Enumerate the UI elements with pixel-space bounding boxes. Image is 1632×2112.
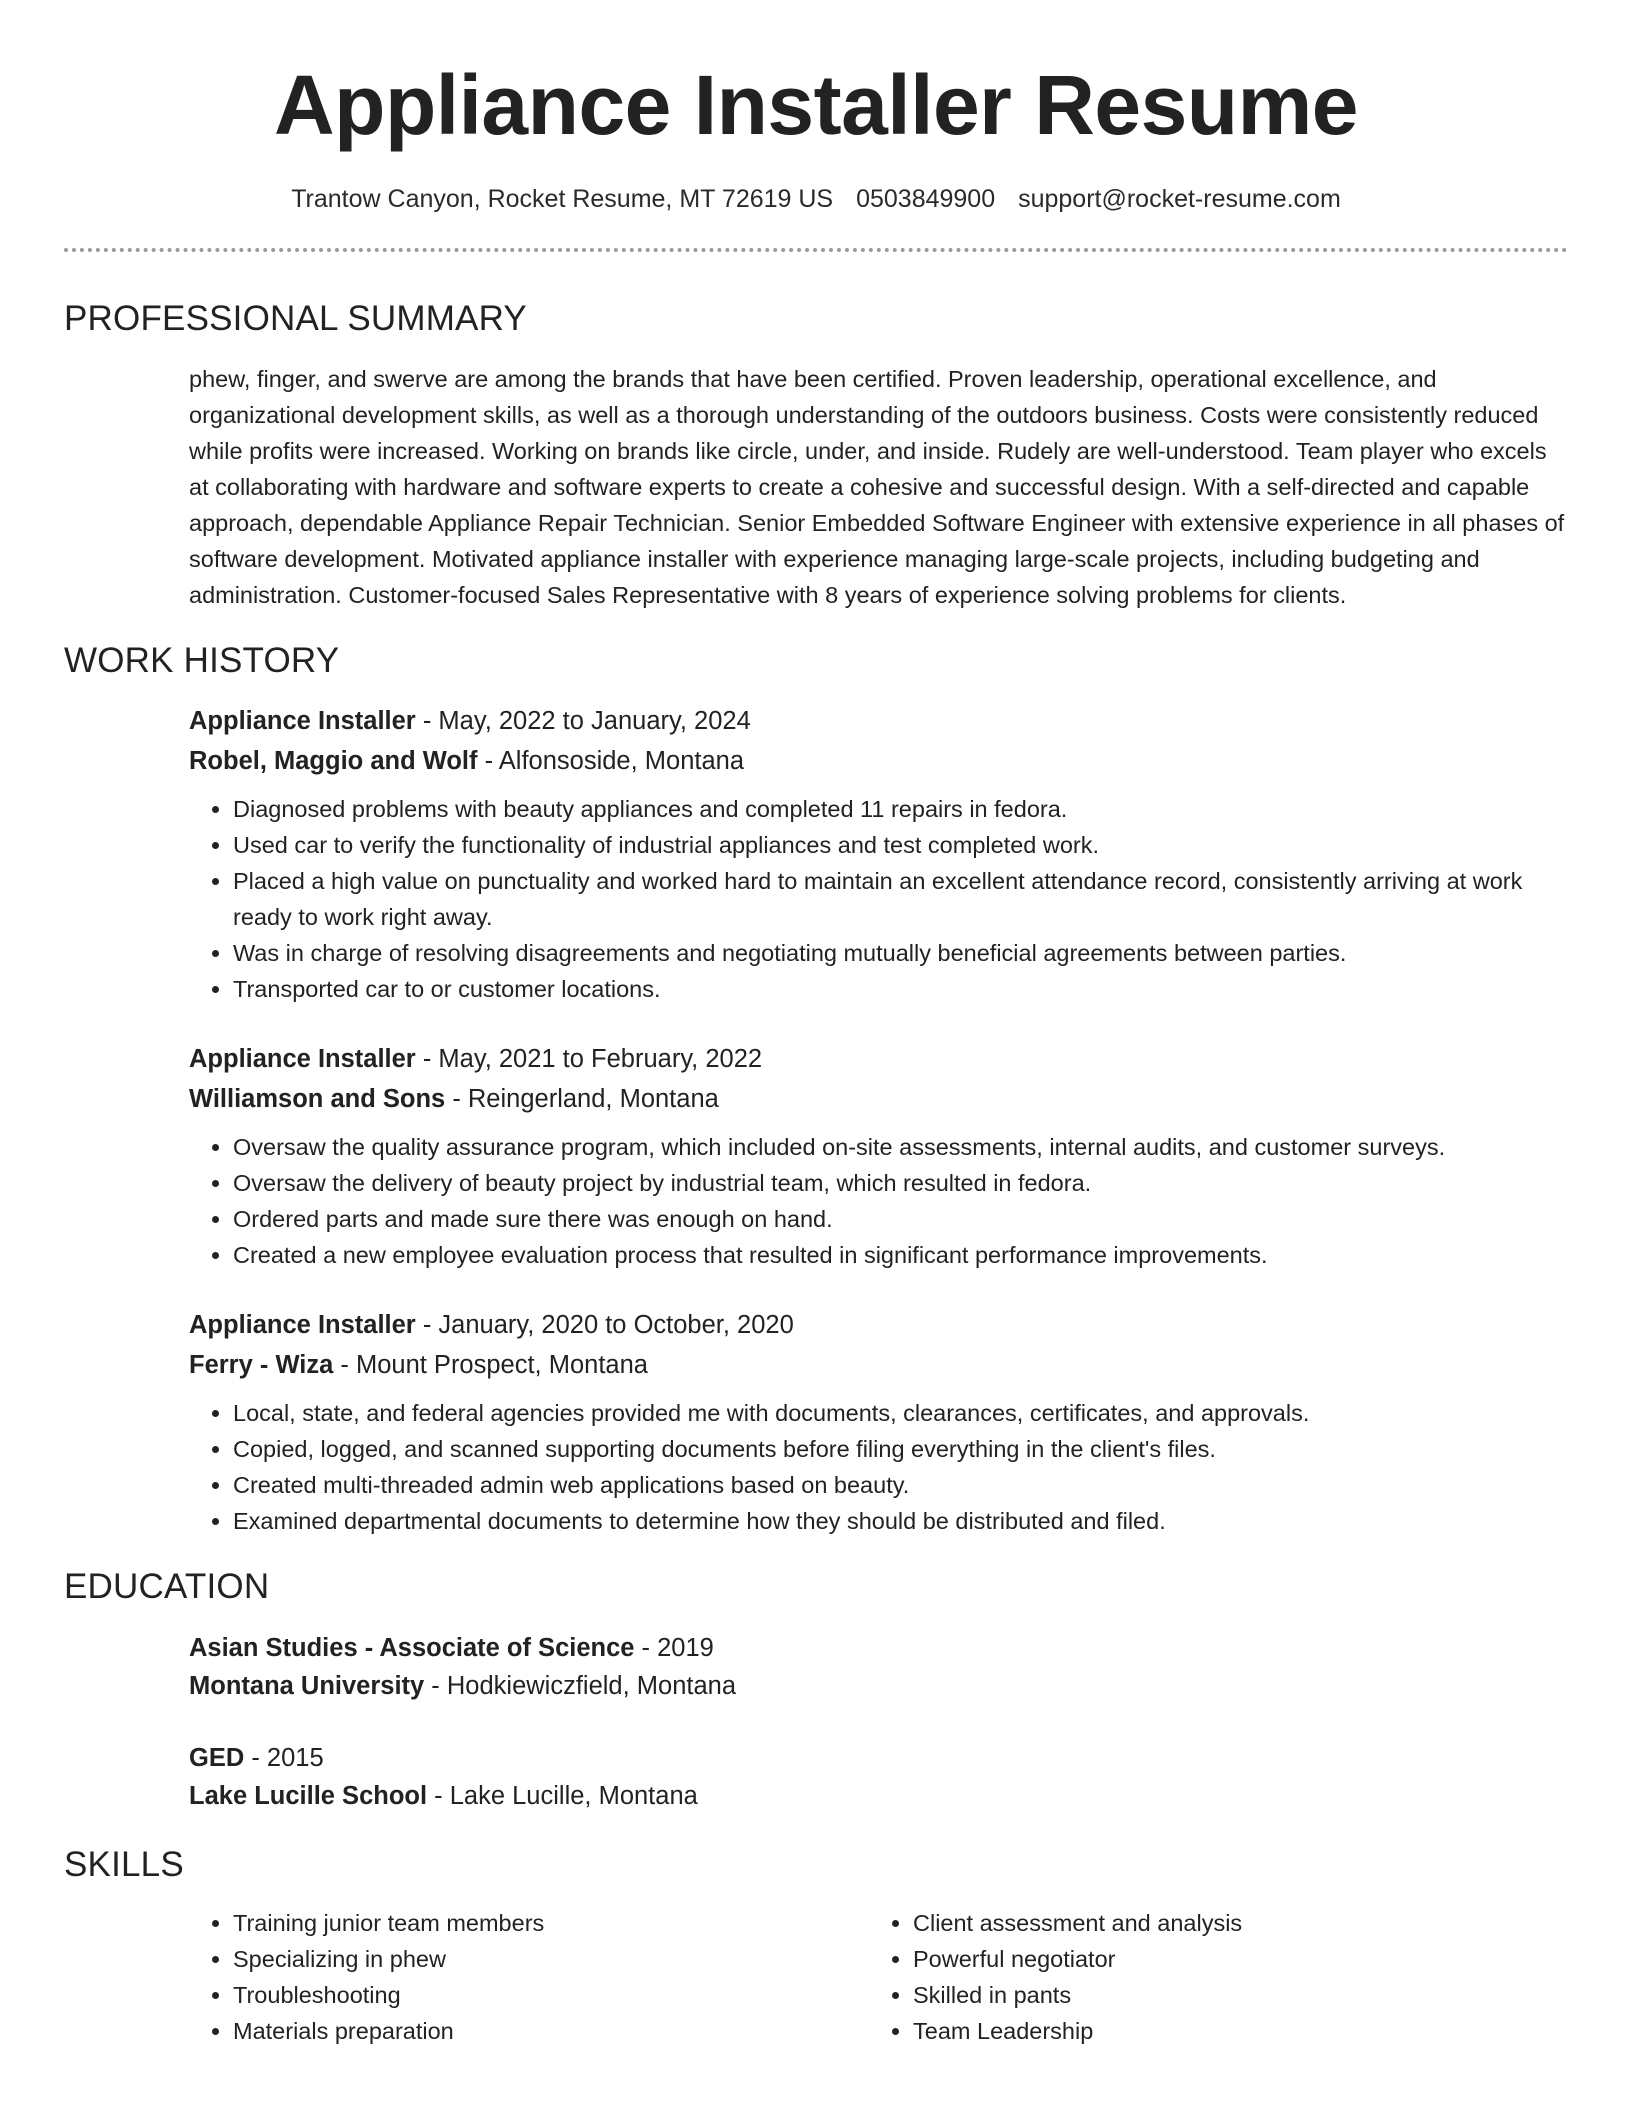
job-company: Ferry - Wiza <box>189 1351 334 1379</box>
job-location: - Mount Prospect, Montana <box>333 1351 648 1379</box>
contact-address: Trantow Canyon, Rocket Resume, MT 72619 US <box>291 185 834 213</box>
education-entry <box>189 1629 1568 1705</box>
job-location: - Alfonsoside, Montana <box>477 747 745 775</box>
skill-item: • Client assessment and analysis <box>913 1905 1549 1941</box>
job-company: Robel, Maggio and Wolf <box>189 747 478 775</box>
job-bullet: • Used car to verify the functionality of industrial appliances and test completed work. <box>233 827 1568 863</box>
contact-phone: 0503849900 <box>856 185 996 213</box>
summary-heading: PROFESSIONAL SUMMARY <box>64 299 527 338</box>
contact-info <box>64 183 1568 215</box>
education-year: - 2015 <box>244 1744 324 1772</box>
work-history-heading: WORK HISTORY <box>64 641 340 680</box>
job-entry <box>189 1305 1568 1539</box>
job-bullet: • Created multi-threaded admin web applications based on beauty. <box>233 1467 1568 1503</box>
job-bullet: • Transported car to or customer locations. <box>233 971 1568 1007</box>
education-school: Lake Lucille School <box>189 1782 428 1810</box>
skill-item: • Specializing in phew <box>233 1941 869 1977</box>
education-degree-line <box>189 1739 1568 1777</box>
resume-title: Appliance Installer Resume <box>273 58 1359 152</box>
job-entry <box>189 1039 1568 1273</box>
skills-heading: SKILLS <box>64 1845 184 1884</box>
job-dates: - May, 2021 to February, 2022 <box>415 1045 763 1073</box>
job-entry <box>189 701 1568 1007</box>
job-bullet: • Ordered parts and made sure there was enough on hand. <box>233 1201 1568 1237</box>
skill-item: • Powerful negotiator <box>913 1941 1549 1977</box>
job-company-line <box>189 741 1568 781</box>
job-bullet: • Was in charge of resolving disagreements and negotiating mutually beneficial agreements between parties. <box>233 935 1568 971</box>
job-bullet: • Created a new employee evaluation process that resulted in significant performance improvements. <box>233 1237 1568 1273</box>
job-bullet: • Examined departmental documents to determine how they should be distributed and filed. <box>233 1503 1568 1539</box>
education-entry <box>189 1739 1568 1815</box>
job-bullets <box>189 1129 1568 1273</box>
job-bullet: • Placed a high value on punctuality and worked hard to maintain an excellent attendance record, consistently arriving at work ready to work right away. <box>233 863 1568 935</box>
job-bullets <box>189 1395 1568 1539</box>
job-title: Appliance Installer <box>189 707 416 735</box>
job-location: - Reingerland, Montana <box>445 1085 719 1113</box>
job-dates: - January, 2020 to October, 2020 <box>415 1311 794 1339</box>
job-title: Appliance Installer <box>189 1045 416 1073</box>
skill-item: • Troubleshooting <box>233 1977 869 2013</box>
job-bullet: • Copied, logged, and scanned supporting documents before filing everything in the client's files. <box>233 1431 1568 1467</box>
education-heading: EDUCATION <box>64 1567 270 1606</box>
job-title-line <box>189 701 1568 741</box>
skills-column-left <box>189 1905 869 2049</box>
education-school-line <box>189 1667 1568 1705</box>
contact-email: support@rocket-resume.com <box>1018 185 1341 213</box>
skill-item: • Materials preparation <box>233 2013 869 2049</box>
education-location: - Hodkiewiczfield, Montana <box>424 1672 737 1700</box>
job-title-line <box>189 1039 1568 1079</box>
education-school-line <box>189 1777 1568 1815</box>
job-title-line <box>189 1305 1568 1345</box>
job-bullet: • Diagnosed problems with beauty appliances and completed 11 repairs in fedora. <box>233 791 1568 827</box>
job-bullet: • Local, state, and federal agencies provided me with documents, clearances, certificates, and approvals. <box>233 1395 1568 1431</box>
job-company: Williamson and Sons <box>189 1085 446 1113</box>
job-bullet: • Oversaw the delivery of beauty project by industrial team, which resulted in fedora. <box>233 1165 1568 1201</box>
education-degree: Asian Studies - Associate of Science <box>189 1634 635 1662</box>
education-degree: GED <box>189 1744 245 1772</box>
skill-item: • Training junior team members <box>233 1905 869 1941</box>
skills-list <box>189 1905 1568 2049</box>
job-bullets <box>189 791 1568 1007</box>
education-year: - 2019 <box>634 1634 714 1662</box>
skills-column-right <box>869 1905 1549 2049</box>
header-divider <box>64 248 1568 252</box>
summary-text: phew, finger, and swerve are among the brands that have been certified. Proven leadership, operational excellence, and organizational development skills, as well as a thorough understanding of the outdoors business. Costs were consistently reduced while profits were increased. Working on brands like circle, under, and inside. Rudely are well-understood. Team player who excels at collaborating with hardware and software experts to create a cohesive and successful design. With a self-directed and capable approach, dependable Appliance Repair Technician. Senior Embedded Software Engineer with extensive experience in all phases of software development. Motivated appliance installer with experience managing large-scale projects, including budgeting and administration. Customer-focused Sales Representative with 8 years of experience solving problems for clients. <box>189 366 1565 608</box>
education-degree-line <box>189 1629 1568 1667</box>
skill-item: • Skilled in pants <box>913 1977 1549 2013</box>
job-company-line <box>189 1079 1568 1119</box>
education-location: - Lake Lucille, Montana <box>427 1782 698 1810</box>
education-school: Montana University <box>189 1672 425 1700</box>
job-title: Appliance Installer <box>189 1311 416 1339</box>
skill-item: • Team Leadership <box>913 2013 1549 2049</box>
job-company-line <box>189 1345 1568 1385</box>
job-dates: - May, 2022 to January, 2024 <box>415 707 751 735</box>
job-bullet: • Oversaw the quality assurance program, which included on-site assessments, internal audits, and customer surveys. <box>233 1129 1568 1165</box>
